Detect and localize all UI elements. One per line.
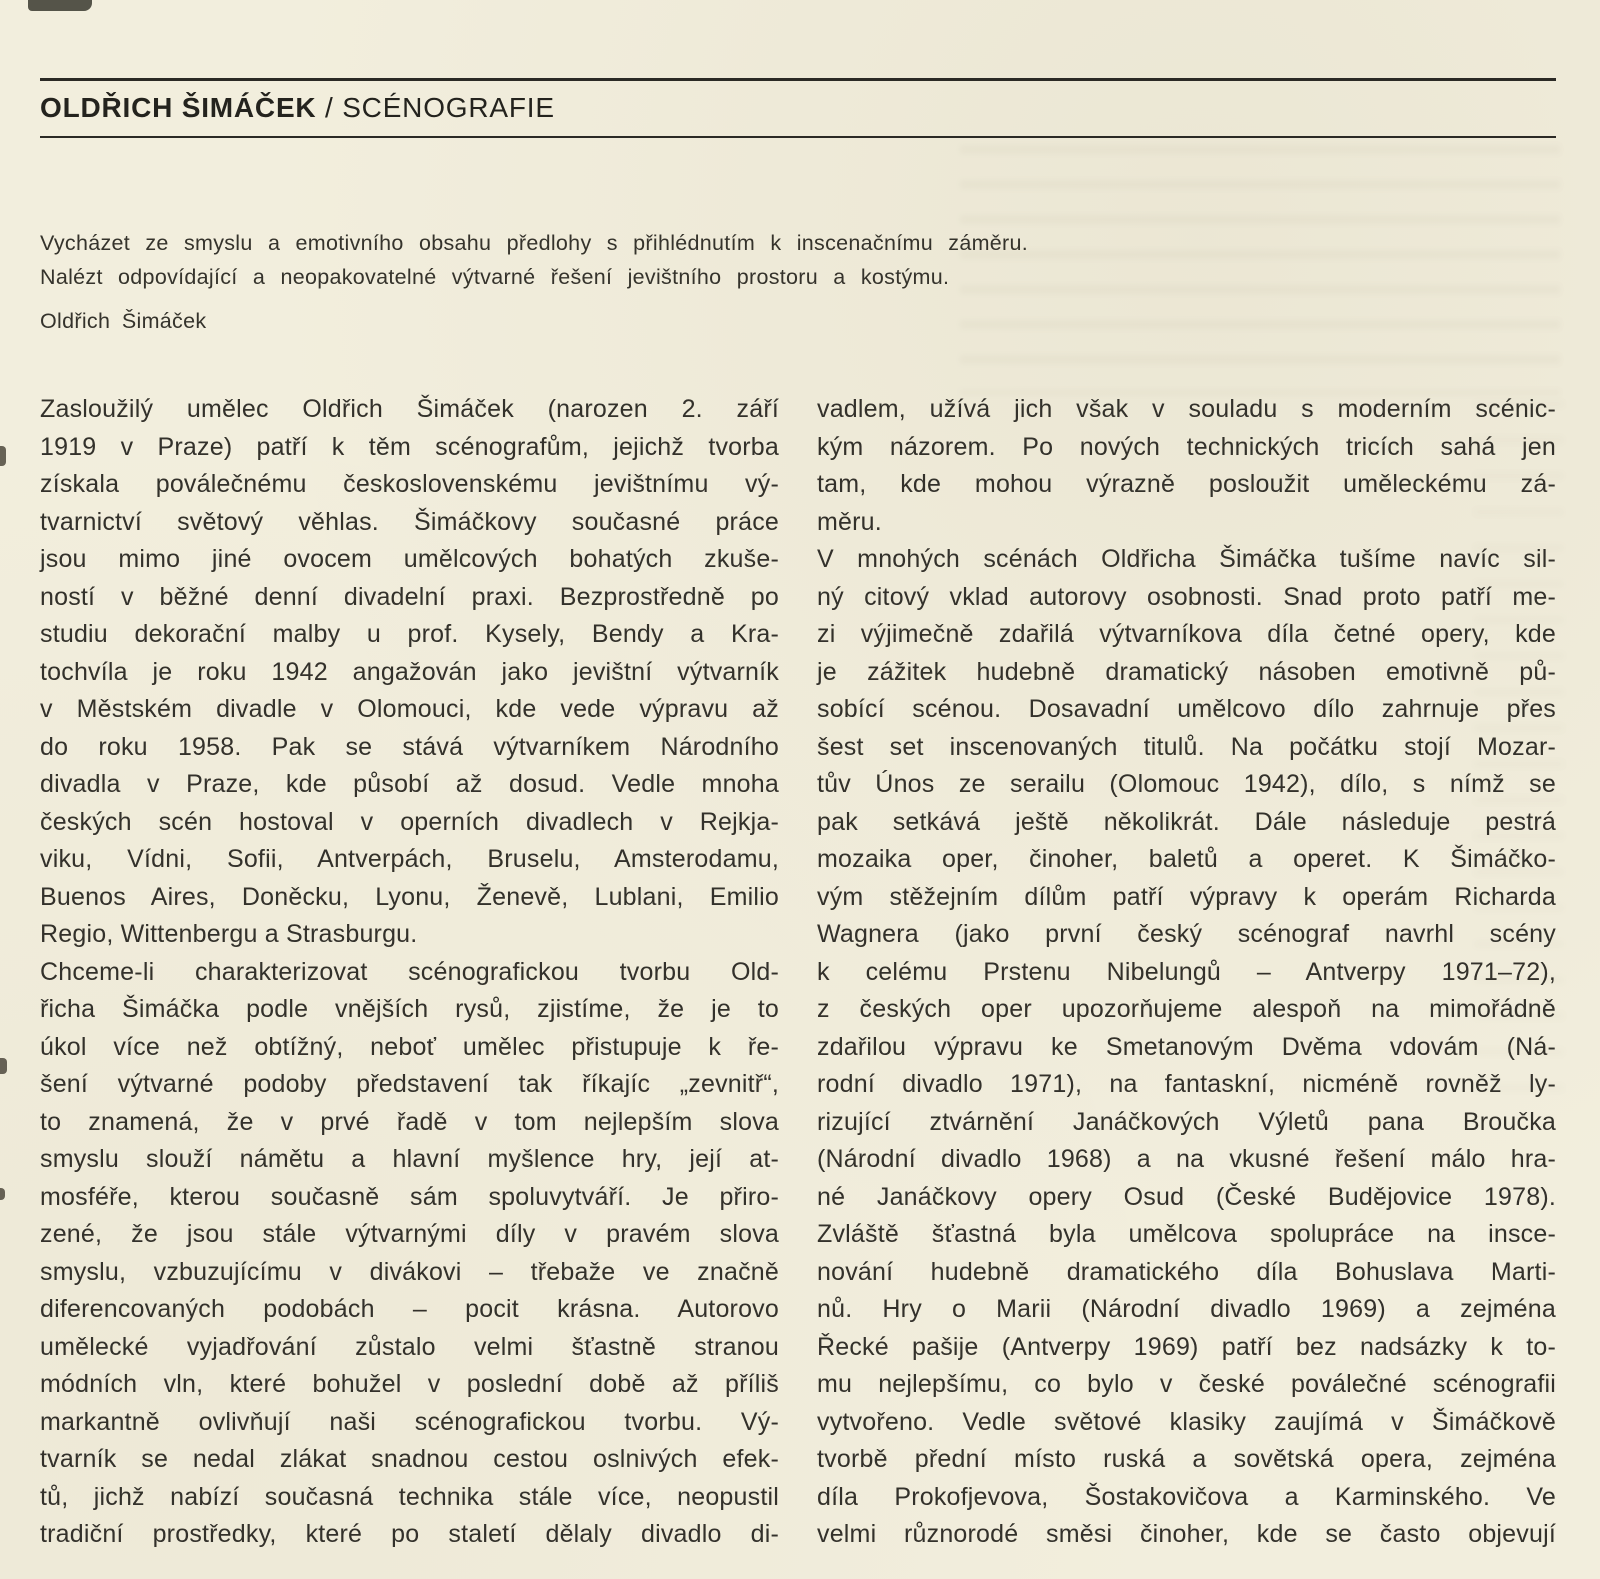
column-right [817, 391, 1556, 1554]
text-line: mu nejlepšímu, co bylo v české poválečné scénografii [817, 1370, 1556, 1398]
text-line: zi výjimečně zdařilá výtvarníkova díla četné opery, kde [817, 620, 1556, 648]
text-line: šest set inscenovaných titulů. Na počátku stojí Mozar- [817, 732, 1556, 761]
top-rule [40, 78, 1556, 81]
page-title [40, 92, 555, 124]
text-line: úkol více než obtížný, neboť umělec přistupuje k ře- [40, 1032, 779, 1061]
title-underline-rule [40, 136, 1556, 138]
text-line: řicha Šimáčka podle vnějších rysů, zjistíme, že je to [40, 995, 779, 1023]
text-line: vým stěžejním dílům patří výpravy k operám Richarda [817, 882, 1556, 911]
text-line: tradiční prostředky, které po staletí dělaly divadlo di- [40, 1520, 779, 1548]
text-line: je zážitek hudebně dramatický násoben emotivně pů- [817, 657, 1556, 686]
epigraph-line: Nalézt odpovídající a neopakovatelné výtvarné řešení jevištního prostoru a kostýmu. [40, 265, 950, 289]
text-line: velmi různorodé směsi činoher, kde se často objevují [817, 1520, 1556, 1548]
text-line: rodní divadlo 1971), na fantaskní, nicméně rovněž ly- [817, 1070, 1556, 1098]
text-line: diferencovaných podobách – pocit krásna. Autorovo [40, 1295, 779, 1323]
text-line: (Národní divadlo 1968) a na vkusné řešení málo hra- [817, 1145, 1556, 1173]
text-line: tvorbě přední místo ruská a sovětská opera, zejména [817, 1445, 1556, 1473]
text-line: Zvláště šťastná byla umělcova spolupráce na insce- [817, 1220, 1556, 1248]
text-line: tam, kde mohou výrazně posloužit uměleckému zá- [817, 470, 1556, 498]
text-line: pak setkává ještě několikrát. Dále následuje pestrá [817, 807, 1556, 836]
title-section: / SCÉNOGRAFIE [325, 92, 555, 123]
text-line: né Janáčkovy opery Osud (České Budějovice 1978). [817, 1182, 1556, 1211]
text-line: vytvořeno. Vedle světové klasiky zaujímá v Šimáčkově [817, 1407, 1556, 1436]
text-line: tvarnictví světový věhlas. Šimáčkovy současné práce [40, 507, 779, 536]
text-line: Chceme-li charakterizovat scénografickou tvorbu Old- [40, 957, 779, 986]
text-line: rizující ztvárnění Janáčkových Výletů pana Broučka [817, 1107, 1556, 1136]
text-line: tvarník se nedal zlákat snadnou cestou oslnivých efek- [40, 1445, 779, 1473]
text-line: Řecké pašije (Antverpy 1969) patří bez nadsázky k to- [817, 1332, 1556, 1361]
text-line: 1919 v Praze) patří k těm scénografům, jejichž tvorba [40, 432, 779, 461]
text-line: zdařilou výpravu ke Smetanovým Dvěma vdovám (Ná- [817, 1032, 1556, 1061]
text-line: divadla v Praze, kde působí až dosud. Vedle mnoha [40, 770, 779, 798]
epigraph [40, 226, 1028, 338]
epigraph-line: Vycházet ze smyslu a emotivního obsahu předlohy s přihlédnutím k inscenačnímu záměru. [40, 231, 1029, 255]
text-line: jsou mimo jiné ovocem umělcových bohatých zkuše- [40, 545, 779, 573]
text-line: nování hudebně dramatického díla Bohuslava Marti- [817, 1257, 1556, 1286]
text-line: mozaika oper, činoher, baletů a operet. K Šimáčko- [817, 845, 1556, 873]
text-line: měru. [817, 507, 882, 536]
text-line: ností v běžné denní divadelní praxi. Bezprostředně po [40, 582, 779, 611]
text-line: kým názorem. Po nových technických tricích sahá jen [817, 432, 1556, 461]
text-line: umělecké vyjadřování zůstalo velmi šťastně stranou [40, 1332, 779, 1361]
text-line: nů. Hry o Marii (Národní divadlo 1969) a zejména [817, 1295, 1556, 1323]
text-line: tův Únos ze serailu (Olomouc 1942), dílo, s nímž se [817, 770, 1556, 798]
text-line: díla Prokofjevova, Šostakovičova a Karminského. Ve [817, 1482, 1556, 1511]
text-line: markantně ovlivňují naši scénografickou tvorbu. Vý- [40, 1407, 779, 1436]
text-line: to znamená, že v prvé řadě v tom nejlepším slova [40, 1107, 779, 1136]
text-line: šení výtvarné podoby představení tak říkajíc „zevnitř“, [40, 1070, 779, 1098]
text-line: mosféře, kterou současně sám spoluvytváří. Je přiro- [40, 1182, 779, 1211]
text-line: v Městském divadle v Olomouci, kde vede výpravu až [40, 695, 779, 723]
text-line: z českých oper upozorňujeme alespoň na mimořádně [817, 995, 1556, 1023]
bleedthrough-artifact [960, 145, 1560, 395]
text-line: do roku 1958. Pak se stává výtvarníkem Národního [40, 732, 779, 761]
text-line: ný citový vklad autorovy osobnosti. Snad proto patří me- [817, 582, 1556, 611]
text-line: vadlem, užívá jich však v souladu s moderním scénic- [817, 395, 1556, 423]
text-line: Buenos Aires, Doněcku, Lyonu, Ženevě, Lublani, Emilio [40, 882, 779, 911]
text-line: viku, Vídni, Sofii, Antverpách, Bruselu, Amsterodamu, [40, 845, 779, 873]
text-line: zené, že jsou stále výtvarnými díly v pravém slova [40, 1220, 779, 1248]
epigraph-attribution: Oldřich Šimáček [40, 309, 207, 333]
title-author: OLDŘICH ŠIMÁČEK [40, 92, 317, 123]
text-line: Zasloužilý umělec Oldřich Šimáček (narozen 2. září [40, 395, 779, 423]
text-line: smyslu slouží námětu a hlavní myšlence hry, její at- [40, 1145, 779, 1173]
text-line: českých scén hostoval v operních divadlech v Rejkja- [40, 807, 779, 836]
binding-mark [0, 1188, 5, 1200]
column-left [40, 391, 779, 1554]
text-line: k celému Prstenu Nibelungů – Antverpy 1971–72), [817, 957, 1556, 986]
binding-mark [0, 446, 6, 466]
text-line: smyslu, vzbuzujícímu v divákovi – třebaže ve značně [40, 1257, 779, 1286]
binding-mark [0, 1058, 7, 1074]
text-line: sobící scénou. Dosavadní umělcovo dílo zahrnuje přes [817, 695, 1556, 723]
text-line: tů, jichž nabízí současná technika stále více, neopustil [40, 1482, 779, 1511]
text-line: V mnohých scénách Oldřicha Šimáčka tušíme navíc sil- [817, 545, 1556, 573]
text-line: studiu dekorační malby u prof. Kysely, Bendy a Kra- [40, 620, 779, 648]
text-line: tochvíla je roku 1942 angažován jako jevištní výtvarník [40, 657, 779, 686]
text-line: Regio, Wittenbergu a Strasburgu. [40, 920, 418, 948]
scan-corner-mark [28, 0, 92, 11]
text-line: Wagnera (jako první český scénograf navrhl scény [817, 920, 1556, 948]
text-line: módních vln, které bohužel v poslední době až příliš [40, 1370, 779, 1398]
text-line: získala poválečnému československému jevištnímu vý- [40, 470, 779, 498]
body-columns [40, 391, 1556, 1554]
